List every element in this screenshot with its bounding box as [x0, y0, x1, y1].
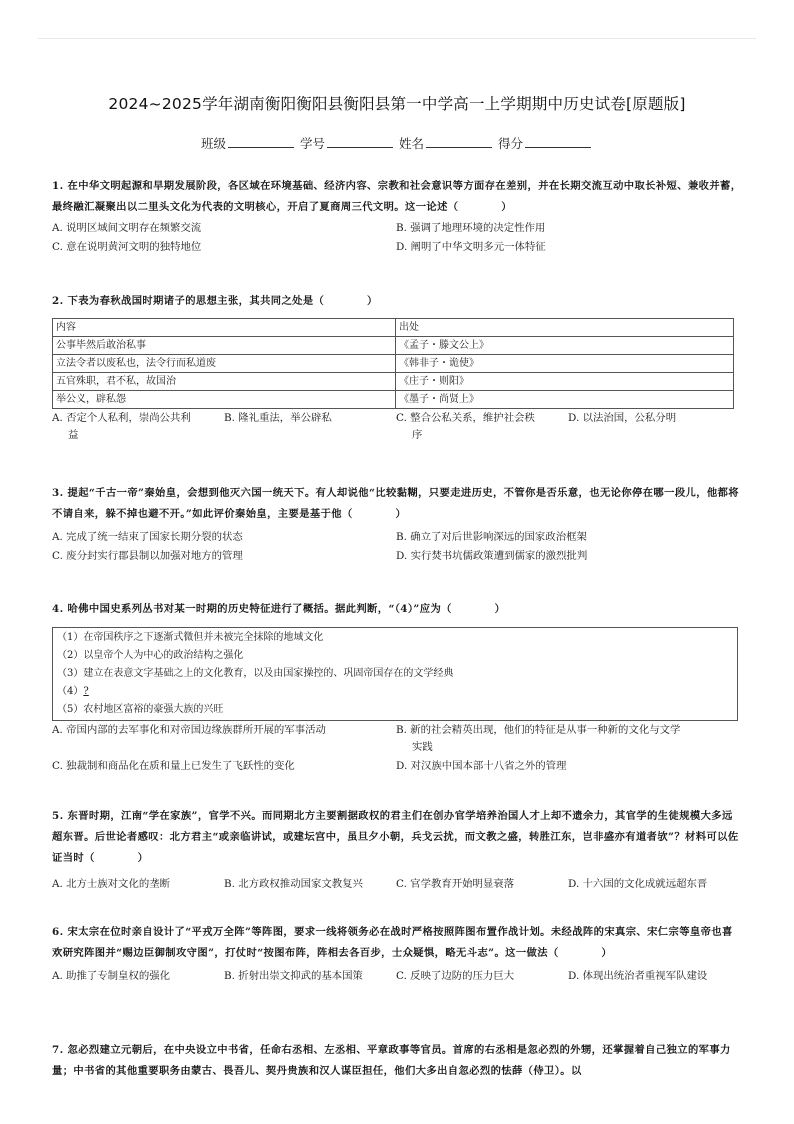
q6-option-c[interactable]: C. 反映了边防的压力巨大: [396, 970, 515, 982]
q2-option-a[interactable]: A. 否定个人私利，崇尚公共利: [52, 412, 191, 424]
q6-option-b[interactable]: B. 折射出崇文抑武的基本国策: [224, 970, 363, 982]
q3-option-d[interactable]: D. 实行焚书坑儒政策遭到儒家的激烈批判: [396, 550, 588, 562]
q3-option-a[interactable]: A. 完成了统一结束了国家长期分裂的状态: [52, 531, 243, 543]
question-5: [52, 806, 742, 895]
question-6-stem: 6. 宋太宗在位时亲自设计了“平戎万全阵”等阵图，要求一线将领务必在战时严格按照阵图布置作战计划。未经战阵的宋真宗、宋仁宗等皇帝也喜欢研究阵图并“赐边臣御制攻守图”，打仗时“按图布阵，阵相去各百步，士众疑惧，略无斗志”。这一做法（ ）: [52, 926, 733, 959]
q2-option-d[interactable]: D. 以法治国，公私分明: [568, 412, 677, 424]
q6-option-a[interactable]: A. 助推了专制皇权的强化: [52, 970, 171, 982]
q4-option-c[interactable]: C. 独裁制和商品化在质和量上已发生了飞跃性的变化: [52, 760, 295, 772]
table-cell: 《庄子・则阳》: [396, 373, 734, 391]
score-blank[interactable]: [525, 135, 591, 148]
question-4-stem: 4. 哈佛中国史系列丛书对某一时期的历史特征进行了概括。据此判断，“（4）”应为（ ）: [52, 603, 506, 615]
class-blank[interactable]: [228, 135, 294, 148]
question-2-stem: 2. 下表为春秋战国时期诸子的思想主张，其共同之处是（ ）: [52, 295, 378, 307]
question-2: [52, 291, 742, 447]
table-cell: 《韩非子・诡使》: [396, 355, 734, 373]
table-row: [53, 391, 734, 409]
id-blank[interactable]: [327, 135, 393, 148]
q1-option-d[interactable]: D. 阐明了中华文明多元一体特征: [396, 241, 546, 253]
class-label: 班级: [200, 136, 226, 151]
material-line-blank: （4）?: [57, 686, 89, 697]
q6-option-d[interactable]: D. 体现出统治者重视军队建设: [568, 970, 708, 982]
table-row: [53, 337, 734, 355]
question-2-table: [52, 318, 734, 409]
table-row: [53, 355, 734, 373]
q4-option-d[interactable]: D. 对汉族中国本部十八省之外的管理: [396, 760, 567, 772]
table-cell: 五官殊职，君不私，故国治: [53, 373, 396, 391]
q4-option-a[interactable]: A. 帝国内部的去军事化和对帝国边缘族群所开展的军事活动: [52, 724, 326, 736]
table-cell: 《孟子・滕文公上》: [396, 337, 734, 355]
material-line: （1）在帝国秩序之下逐渐式微但并未被完全抹除的地域文化: [57, 632, 324, 643]
q1-option-b[interactable]: B. 强调了地理环境的决定性作用: [396, 222, 546, 234]
question-6: [52, 922, 742, 987]
question-3-stem: 3. 提起“千古一帝”秦始皇，会想到他灭六国一统天下。有人却说他“比较黏糊，只要走进历史，不管你是否乐意，也无论你停在哪一段儿，他都将不请自来，躲不掉也避不开。”如此评价秦始皇，主要是基于他（ ）: [52, 487, 740, 520]
question-2-options: [52, 409, 742, 447]
q2-option-b[interactable]: B. 隆礼重法，举公辟私: [224, 412, 332, 424]
question-1-stem: 1. 在中华文明起源和早期发展阶段，各区域在环境基础、经济内容、宗教和社会意识等方面存在差别，并在长期交流互动中取长补短、兼收并蓄，最终融汇凝聚出以二里头文化为代表的文明核心，开启了夏商周三代文明。这一论述（ ）: [52, 180, 742, 213]
question-7: [52, 1040, 742, 1084]
question-1-options: [52, 219, 742, 257]
q3-option-b[interactable]: B. 确立了对后世影响深远的国家政治框架: [396, 531, 587, 543]
question-7-stem: 7. 忽必烈建立元朝后，在中央设立中书省，任命右丞相、左丞相、平章政事等官员。首席的右丞相是忽必烈的外甥，还掌握着自己独立的军事力量；中书省的其他重要职务由蒙古、畏吾儿、契丹贵族和汉人谋臣担任，他们大多出自忽必烈的怯薛（侍卫）。以: [52, 1044, 731, 1077]
table-cell: 公事毕然后敢治私事: [53, 337, 396, 355]
question-1: [52, 176, 742, 257]
question-4: [52, 599, 742, 777]
top-divider: [38, 38, 756, 39]
material-line: （2）以皇帝个人为中心的政治结构之强化: [57, 650, 244, 661]
question-4-material-box: [52, 627, 738, 721]
q2-option-c[interactable]: C. 整合公私关系，维护社会秩: [396, 412, 535, 424]
table-cell: 立法令者以废私也，法令行而私道废: [53, 355, 396, 373]
q4-option-b[interactable]: B. 新的社会精英出现，他们的特征是从事一种新的文化与文学: [396, 724, 681, 736]
q2-option-c-cont: 序: [412, 429, 423, 441]
question-6-options: [52, 967, 742, 987]
table-cell: 《墨子・尚贤上》: [396, 391, 734, 409]
q4-option-b-cont: 实践: [412, 741, 433, 753]
table-header-source: 出处: [396, 319, 734, 337]
question-3: [52, 483, 742, 566]
table-header-row: [53, 319, 734, 337]
question-5-options: [52, 875, 742, 895]
table-row: [53, 373, 734, 391]
q5-option-b[interactable]: B. 北方政权推动国家文教复兴: [224, 878, 363, 890]
page-title: 2024~2025学年湖南衡阳衡阳县衡阳县第一中学高一上学期期中历史试卷[原题版]: [108, 95, 686, 113]
blank-mark: ?: [83, 686, 89, 697]
q3-option-c[interactable]: C. 废分封实行郡县制以加强对地方的管理: [52, 550, 243, 562]
name-blank[interactable]: [426, 135, 492, 148]
table-header-content: 内容: [53, 319, 396, 337]
q5-option-c[interactable]: C. 官学教育开始明显衰落: [396, 878, 515, 890]
question-4-options: [52, 721, 742, 777]
student-info-line: [0, 134, 794, 152]
question-3-options: [52, 528, 742, 566]
q5-option-d[interactable]: D. 十六国的文化成就远超东晋: [568, 878, 708, 890]
name-label: 姓名: [398, 136, 424, 151]
score-label: 得分: [497, 136, 523, 151]
id-label: 学号: [299, 136, 325, 151]
question-5-stem: 5. 东晋时期，江南“学在家族”，官学不兴。而同期北方主要割据政权的君主们在创办官学培养治国人才上却不遗余力，其官学的生徒规模大多远超东晋。后世论者感叹：北方君主“或亲临讲试，或建坛宫中，虽旦夕小朝，兵戈云扰，而文教之盛，转胜江东，岂非盛亦有道者欤”？材料可以佐证当时（ ）: [52, 810, 739, 864]
q2-option-a-cont: 益: [68, 429, 79, 441]
material-line: （5）农村地区富裕的豪强大族的兴旺: [57, 704, 224, 715]
q5-option-a[interactable]: A. 北方士族对文化的垄断: [52, 878, 171, 890]
table-cell: 举公义，辟私怨: [53, 391, 396, 409]
q1-option-a[interactable]: A. 说明区域间文明存在频繁交流: [52, 222, 202, 234]
q1-option-c[interactable]: C. 意在说明黄河文明的独特地位: [52, 241, 202, 253]
material-line: （3）建立在表意文字基础之上的文化教育，以及由国家操控的、巩固帝国存在的文学经典: [57, 668, 454, 679]
